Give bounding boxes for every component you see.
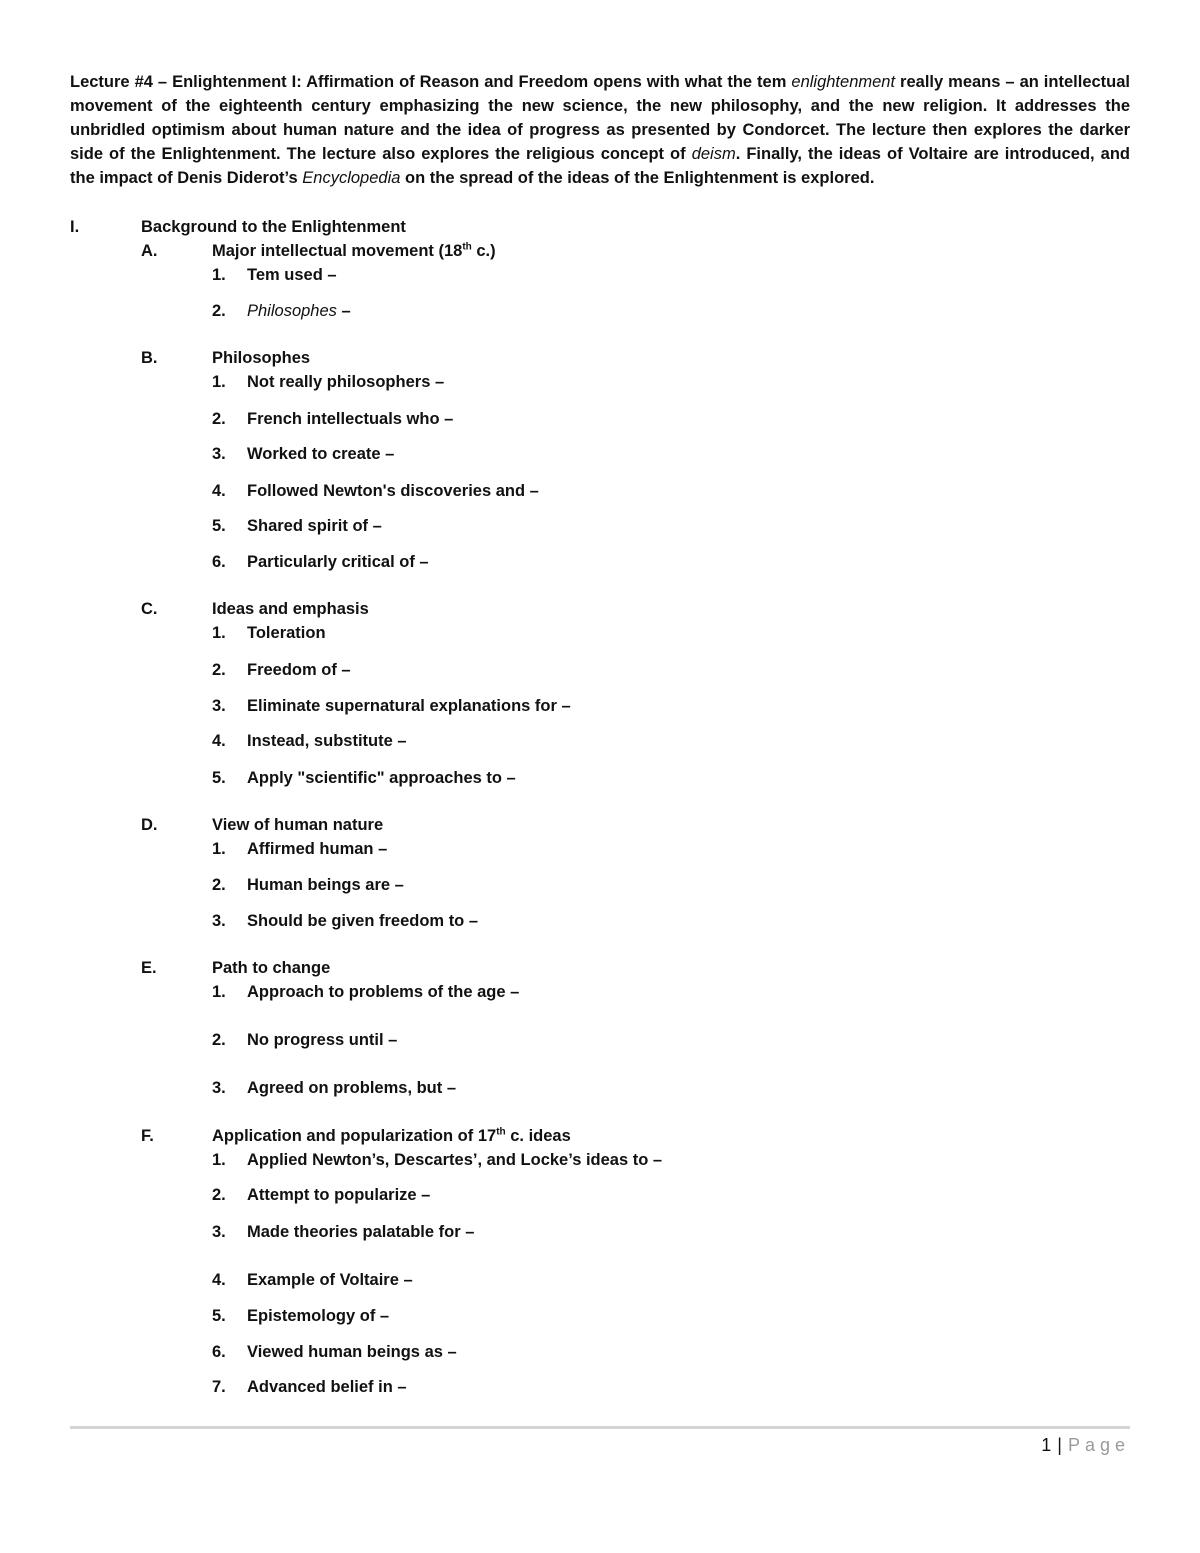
page-footer bbox=[1041, 1433, 1130, 1457]
intro-text-3: . Finally, the ideas of Voltaire are introduced, and the impact of Denis Diderot’s bbox=[70, 145, 1130, 187]
intro-term: enlightenment bbox=[791, 73, 896, 91]
intro-encyclopedia: Encyclopedia bbox=[302, 169, 401, 187]
page-label: Page bbox=[1067, 1435, 1130, 1455]
outline-marker: I. bbox=[70, 218, 80, 236]
intro-text-1: Lecture #4 – Enlightenment I: Affirmation of Reason and Freedom opens with what the tem bbox=[70, 73, 792, 91]
intro-paragraph bbox=[70, 70, 1130, 190]
intro-deism: deism bbox=[691, 145, 736, 163]
outline-section-text: Major intellectual movement (18th c.) bbox=[212, 241, 496, 260]
intro-text-2: really means – an intellectual movement of the eighteenth century emphasizing the new science, the new philosophy, and the new religion. It addresses the unbridled optimism about human nature and the idea of progress as presented by Condorcet. The lecture then explores the darker side of the Enlightenment. The lecture also explores the religious concept of bbox=[70, 73, 1131, 163]
outline-heading-text: Background to the Enlightenment bbox=[141, 218, 406, 236]
footer-divider bbox=[70, 1426, 1130, 1429]
page-number: 1 bbox=[1041, 1435, 1052, 1455]
document-page: Lecture #4 – Enlightenment I: Affirmation of Reason and Freedom opens with what the tem enlightenment really means – an intellectual movement of the eighteenth century emphasizing the new science, the new philosophy, and the new religion. It addresses the unbridled optimism about human nature and the idea of progress as presented by Condorcet. The lecture then explores the darker side of the Enlightenment. The lecture also explores the religious concept of deism. Finally, the ideas of Voltaire are introduced, and the impact of Denis Diderot’s Encyclopedia on the spread of the ideas of the Enlightenment is explored. I. Background to the Enlightenment A. Major intellectual movement (18th c.) 1. Tem used – 2. Philosophes – B. Philosophes 1. Not really philosophers – 2. French intellectuals who – 3. Worked to create – 4. Followed Newton's discoveries and – 5. Shared spirit of – 6. Particularly critical of – C. Ideas and emphasis 1. Toleration 2. Freedom of – 3. Eliminate supernatural explanations for – 4. Instead, substitute – 5. Apply "scientific" approaches to – D. View of human nature 1. Affirmed human – 2. Human beings are – 3. Should be given freedom to – E. Path to change 1. Approach to problems of the age – 2. No progress until – 3. Agreed on problems, but – F. Application and popularization of 17th c. ideas 1. Applied Newton’s, Descartes’, and Locke’s ideas to – 2. Attempt to popularize – 3. Made theories palatable for – 4. Example of Voltaire – 5. Epistemology of – 6. Viewed human beings as – 7. Advanced belief in – 1 | Page bbox=[0, 0, 1200, 1553]
outline-marker: A. bbox=[141, 242, 158, 260]
footer-separator: | bbox=[1057, 1435, 1062, 1455]
intro-text-4: on the spread of the ideas of the Enlightenment is explored. bbox=[400, 169, 875, 187]
